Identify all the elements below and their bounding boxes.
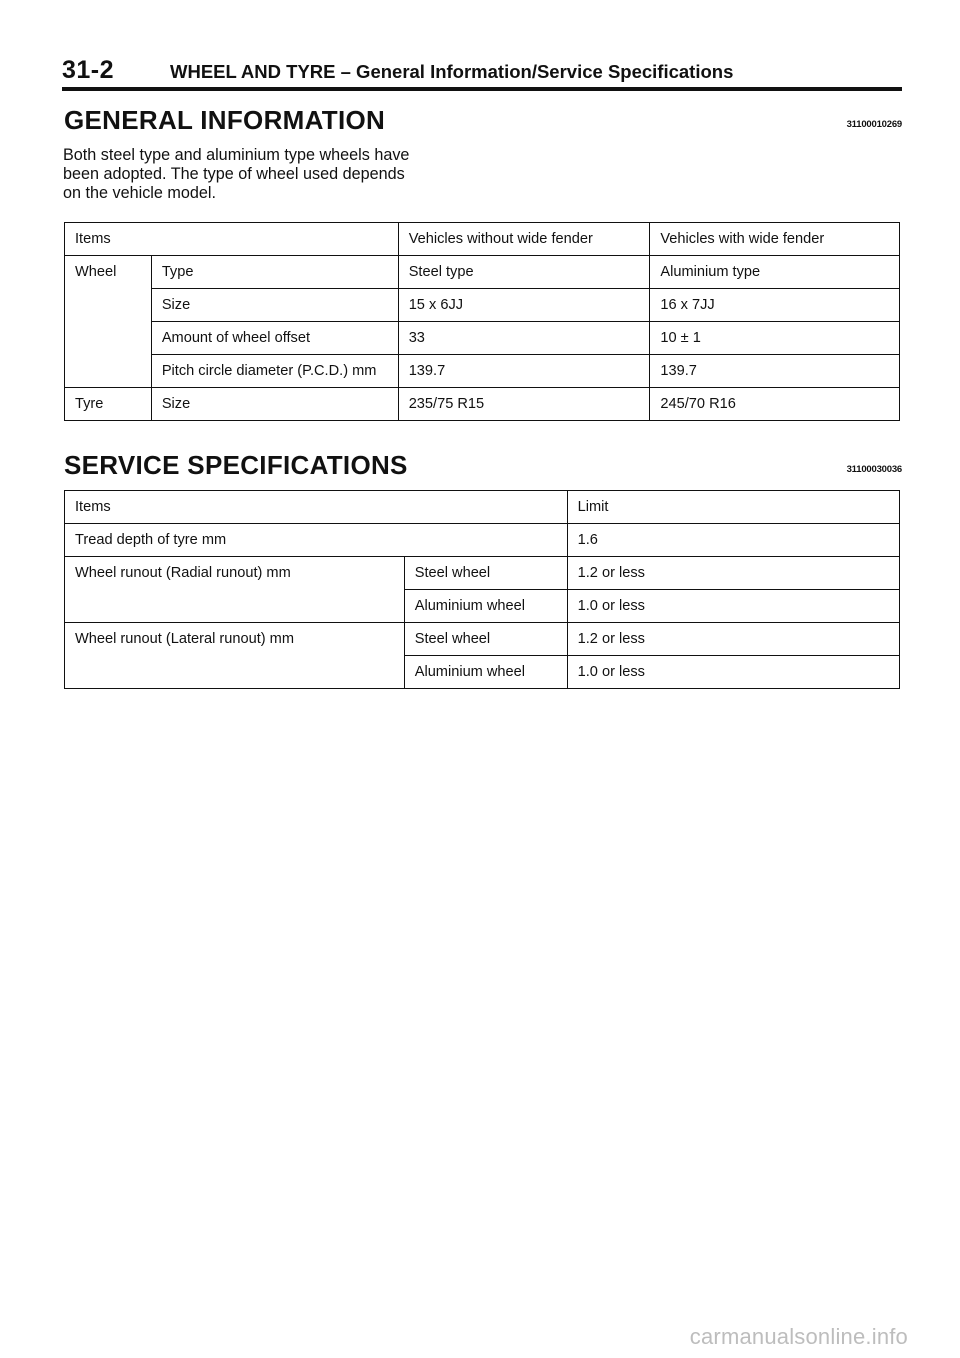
row-without: 139.7 — [398, 355, 650, 388]
row-with: 139.7 — [650, 355, 900, 388]
general-information-code: 31100010269 — [846, 119, 902, 130]
row-wheel-type: Aluminium wheel — [404, 656, 567, 689]
table-row — [65, 256, 900, 289]
row-item: Wheel runout (Lateral runout) mm — [65, 623, 405, 656]
row-limit: 1.2 or less — [567, 557, 899, 590]
intro-line: Both steel type and aluminium type wheels have — [63, 146, 410, 164]
row-item: Type — [151, 256, 398, 289]
row-item: Pitch circle diameter (P.C.D.) mm — [151, 355, 398, 388]
row-without: 235/75 R15 — [398, 388, 650, 421]
row-wheel-type: Aluminium wheel — [404, 590, 567, 623]
header-limit: Limit — [567, 491, 899, 524]
group-tyre: Tyre — [65, 388, 152, 421]
row-item: Amount of wheel offset — [151, 322, 398, 355]
table-row — [65, 524, 900, 557]
row-item: Wheel runout (Radial runout) mm — [65, 557, 405, 590]
table-header-row — [65, 223, 900, 256]
header-rule — [62, 87, 902, 91]
header-with-wide-fender: Vehicles with wide fender — [650, 223, 900, 256]
section-title: WHEEL AND TYRE – General Information/Service Specifications — [170, 61, 734, 82]
table-row — [65, 388, 900, 421]
general-information-heading: GENERAL INFORMATION — [64, 105, 386, 135]
row-with: Aluminium type — [650, 256, 900, 289]
header-items: Items — [65, 491, 568, 524]
row-item: Size — [151, 388, 398, 421]
service-specifications-table — [64, 490, 900, 689]
table-row — [65, 289, 900, 322]
row-without: 15 x 6JJ — [398, 289, 650, 322]
intro-line: on the vehicle model. — [63, 184, 216, 202]
row-item-continuation — [65, 656, 405, 689]
row-with: 10 ± 1 — [650, 322, 900, 355]
row-without: Steel type — [398, 256, 650, 289]
row-without: 33 — [398, 322, 650, 355]
table-header-row — [65, 491, 900, 524]
intro-paragraph — [63, 146, 483, 203]
table-row — [65, 557, 900, 590]
row-with: 16 x 7JJ — [650, 289, 900, 322]
row-limit: 1.2 or less — [567, 623, 899, 656]
table-row — [65, 623, 900, 656]
page-header — [62, 56, 902, 86]
general-information-table — [64, 222, 900, 421]
header-without-wide-fender: Vehicles without wide fender — [398, 223, 650, 256]
group-wheel: Wheel — [65, 256, 152, 388]
row-wheel-type: Steel wheel — [404, 557, 567, 590]
row-limit: 1.0 or less — [567, 656, 899, 689]
row-limit: 1.0 or less — [567, 590, 899, 623]
page-number: 31-2 — [62, 56, 115, 84]
intro-line: been adopted. The type of wheel used depends — [63, 165, 405, 183]
header-items: Items — [65, 223, 399, 256]
watermark-text: carmanualsonline.info — [689, 1324, 908, 1349]
table-row — [65, 590, 900, 623]
row-item: Size — [151, 289, 398, 322]
service-specifications-heading: SERVICE SPECIFICATIONS — [64, 450, 408, 480]
table-row — [65, 656, 900, 689]
row-limit: 1.6 — [567, 524, 899, 557]
service-specifications-code: 31100030036 — [846, 464, 902, 475]
row-with: 245/70 R16 — [650, 388, 900, 421]
row-wheel-type: Steel wheel — [404, 623, 567, 656]
row-item-continuation — [65, 590, 405, 623]
table-row — [65, 322, 900, 355]
row-item: Tread depth of tyre mm — [65, 524, 568, 557]
table-row — [65, 355, 900, 388]
